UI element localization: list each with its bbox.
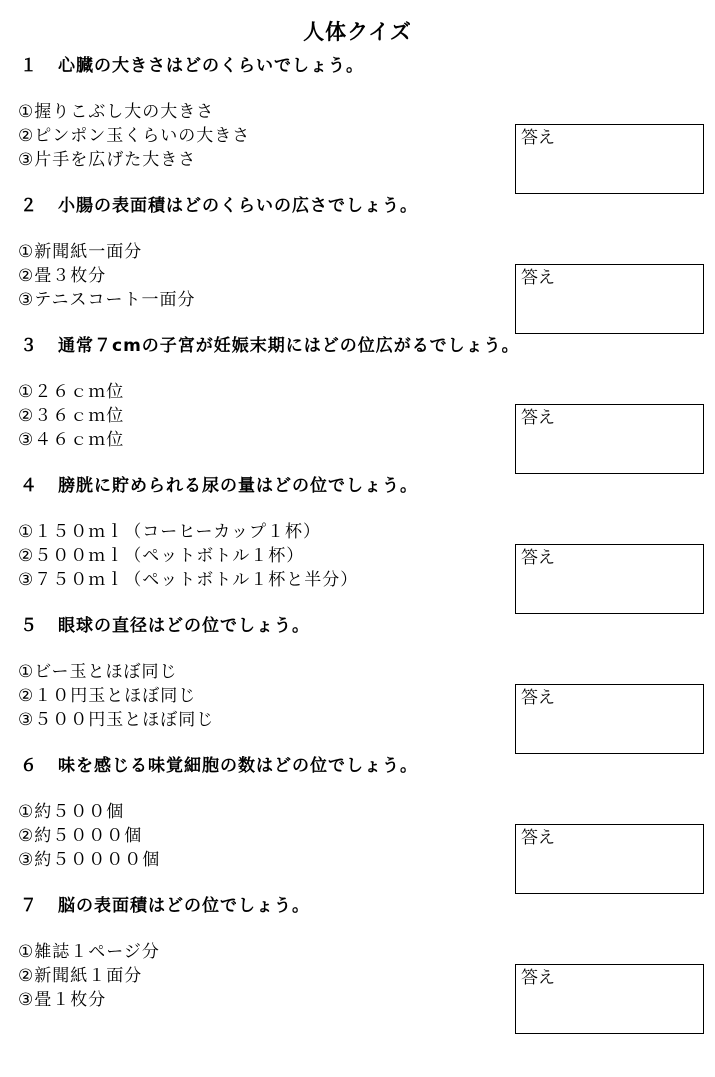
answer-box[interactable] (515, 824, 704, 894)
question-title (20, 54, 364, 78)
option-3: ③畳１枚分 (18, 990, 107, 1010)
question-number: ３ (20, 336, 38, 356)
answer-box[interactable] (515, 264, 704, 334)
answer-label: 答え (521, 968, 555, 988)
answer-label: 答え (521, 548, 555, 568)
option-1: ①約５００個 (18, 802, 125, 822)
question-title (20, 334, 520, 358)
question-number: ７ (20, 896, 38, 916)
option-2: ②新聞紙１面分 (18, 966, 143, 986)
option-list (18, 800, 160, 872)
question-title (20, 894, 310, 918)
option-3: ③４６ｃｍ位 (18, 430, 125, 450)
answer-label: 答え (521, 128, 555, 148)
question-1 (0, 54, 715, 194)
question-number: １ (20, 56, 38, 76)
answer-box[interactable] (515, 684, 704, 754)
question-text: 脳の表面積はどの位でしょう。 (58, 896, 310, 916)
question-number: ４ (20, 476, 38, 496)
question-title (20, 474, 418, 498)
option-2: ②畳３枚分 (18, 266, 107, 286)
answer-label: 答え (521, 828, 555, 848)
option-2: ②ピンポン玉くらいの大きさ (18, 126, 251, 146)
option-list (18, 100, 250, 172)
option-3: ③約５００００個 (18, 850, 161, 870)
question-text: 眼球の直径はどの位でしょう。 (58, 616, 310, 636)
option-list (18, 380, 124, 452)
option-2: ②１０円玉とほぼ同じ (18, 686, 197, 706)
question-number: ２ (20, 196, 38, 216)
question-text: 膀胱に貯められる尿の量はどの位でしょう。 (58, 476, 418, 496)
answer-label: 答え (521, 268, 555, 288)
question-title (20, 754, 418, 778)
option-1: ①１５０ｍｌ（コーヒーカップ１杯） (18, 522, 322, 542)
question-text: 小腸の表面積はどのくらいの広さでしょう。 (58, 196, 418, 216)
question-7 (0, 894, 715, 1034)
option-1: ①ビー玉とほぼ同じ (18, 662, 178, 682)
option-list (18, 660, 214, 732)
question-2 (0, 194, 715, 334)
page-title: 人体クイズ (303, 20, 412, 44)
option-1: ①雑誌１ページ分 (18, 942, 160, 962)
answer-label: 答え (521, 688, 555, 708)
question-4 (0, 474, 715, 614)
option-2: ②３６ｃｍ位 (18, 406, 125, 426)
option-3: ③５００円玉とほぼ同じ (18, 710, 215, 730)
option-2: ②５００ｍｌ（ペットボトル１杯） (18, 546, 305, 566)
answer-box[interactable] (515, 404, 704, 474)
answer-box[interactable] (515, 964, 704, 1034)
option-1: ①２６ｃｍ位 (18, 382, 125, 402)
answer-box[interactable] (515, 124, 704, 194)
answer-label: 答え (521, 408, 555, 428)
question-number: ５ (20, 616, 38, 636)
option-list (18, 520, 358, 592)
option-3: ③７５０ｍｌ（ペットボトル１杯と半分） (18, 570, 359, 590)
question-3 (0, 334, 715, 474)
question-number: ６ (20, 756, 38, 776)
question-6 (0, 754, 715, 894)
question-title (20, 614, 310, 638)
question-text: 味を感じる味覚細胞の数はどの位でしょう。 (58, 756, 418, 776)
option-1: ①握りこぶし大の大きさ (18, 102, 215, 122)
option-list (18, 240, 196, 312)
question-title (20, 194, 418, 218)
option-3: ③テニスコート一面分 (18, 290, 196, 310)
option-2: ②約５０００個 (18, 826, 143, 846)
option-3: ③片手を広げた大きさ (18, 150, 197, 170)
option-1: ①新聞紙一面分 (18, 242, 143, 262)
question-5 (0, 614, 715, 754)
option-list (18, 940, 160, 1012)
question-text: 通常７cmの子宮が妊娠末期にはどの位広がるでしょう。 (58, 336, 520, 356)
question-text: 心臓の大きさはどのくらいでしょう。 (58, 56, 364, 76)
answer-box[interactable] (515, 544, 704, 614)
